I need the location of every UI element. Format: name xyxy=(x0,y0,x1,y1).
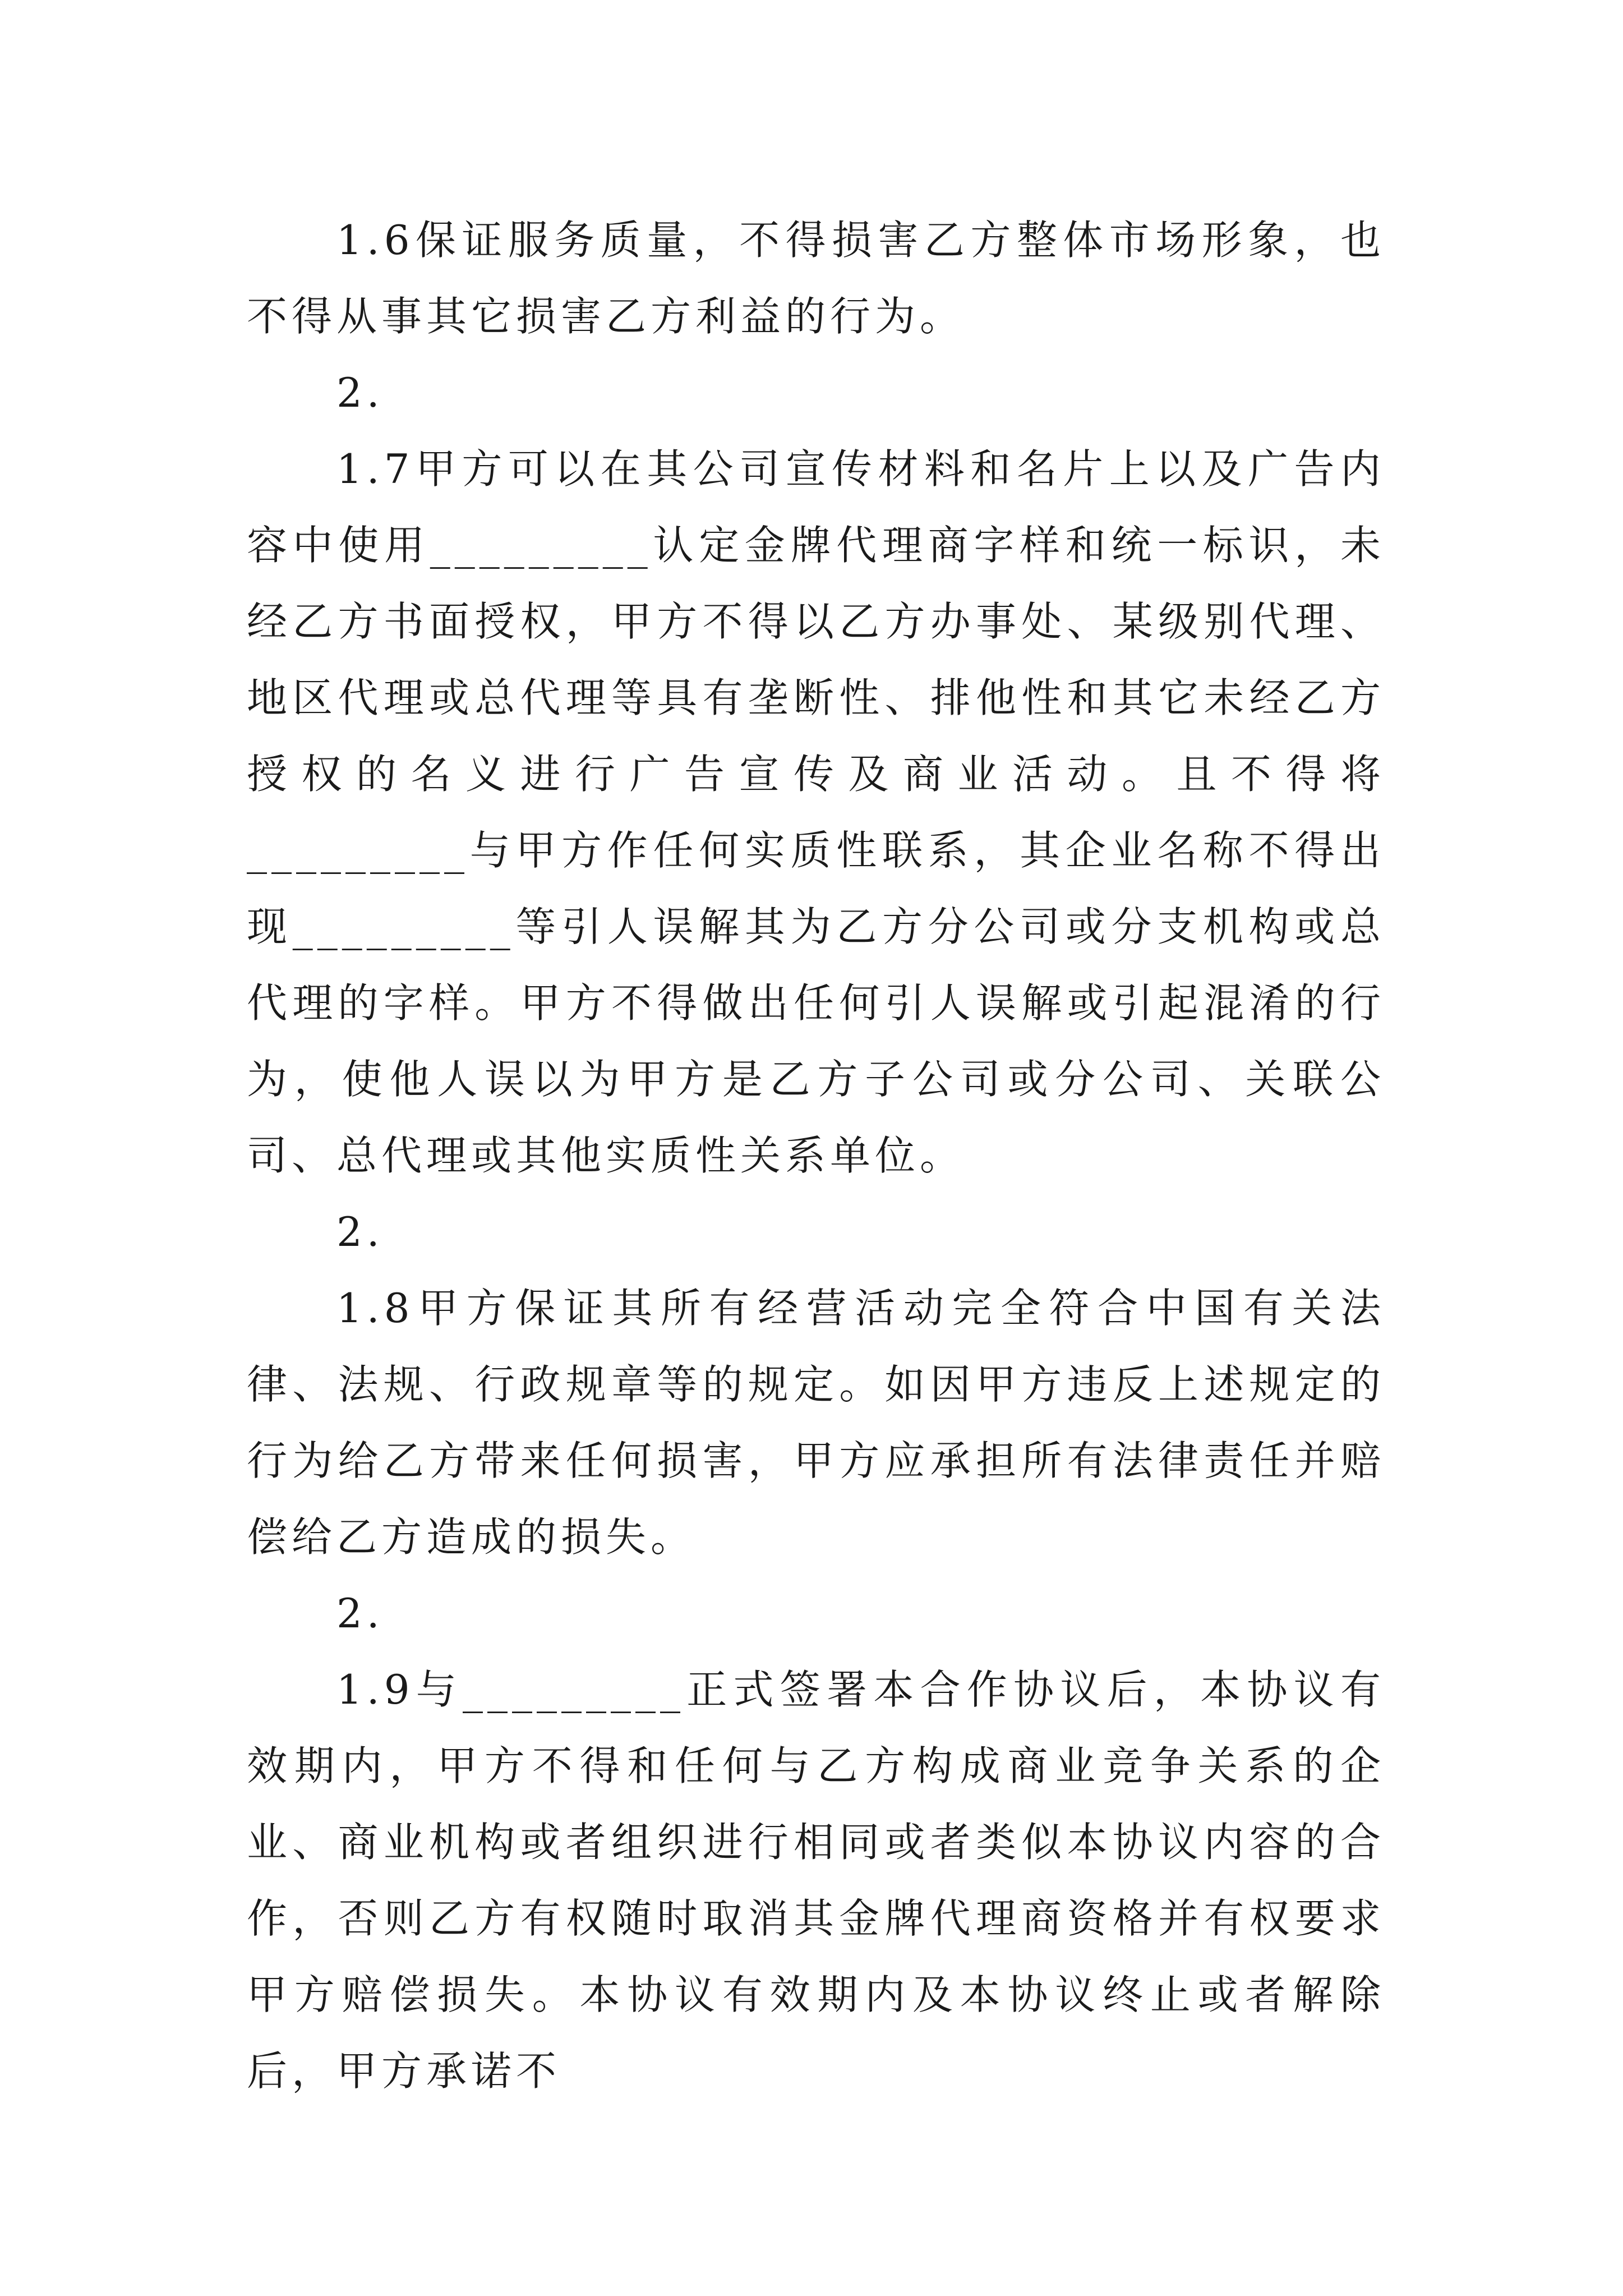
section-number: 2. xyxy=(336,369,384,416)
document-body xyxy=(247,202,1385,2109)
paragraph-1-9: 1.9与_________正式签署本合作协议后，本协议有效期内，甲方不得和任何与乙方构成商业竞争关系的企业、商业机构或者组织进行相同或者类似本协议内容的合作，否则乙方有权随时取消其金牌代理商资格并有权要求甲方赔偿损失。本协议有效期内及本协议终止或者解除后，甲方承诺不 xyxy=(247,1666,1385,2095)
section-number: 2. xyxy=(336,1208,384,1255)
paragraph-1-6: 1.6保证服务质量，不得损害乙方整体市场形象，也不得从事其它损害乙方利益的行为。 xyxy=(247,217,1385,340)
paragraph-1-7: 1.7甲方可以在其公司宣传材料和名片上以及广告内容中使用_________认定金牌代理商字样和统一标识，未经乙方书面授权，甲方不得以乙方办事处、某级别代理、地区代理或总代理等具有垄断性、排他性和其它未经乙方授权的名义进行广告宣传及商业活动。且不得将_________与甲方作任何实质性联系，其企业名称不得出现_________等引人误解其为乙方分公司或分支机构或总代理的字样。甲方不得做出任何引人误解或引起混淆的行为，使他人误以为甲方是乙方子公司或分公司、关联公司、总代理或其他实质性关系单位。 xyxy=(247,445,1385,1179)
paragraph-1-8: 1.8甲方保证其所有经营活动完全符合中国有关法律、法规、行政规章等的规定。如因甲方违反上述规定的行为给乙方带来任何损害，甲方应承担所有法律责任并赔偿给乙方造成的损失。 xyxy=(247,1285,1385,1561)
section-number: 2. xyxy=(336,1590,384,1637)
